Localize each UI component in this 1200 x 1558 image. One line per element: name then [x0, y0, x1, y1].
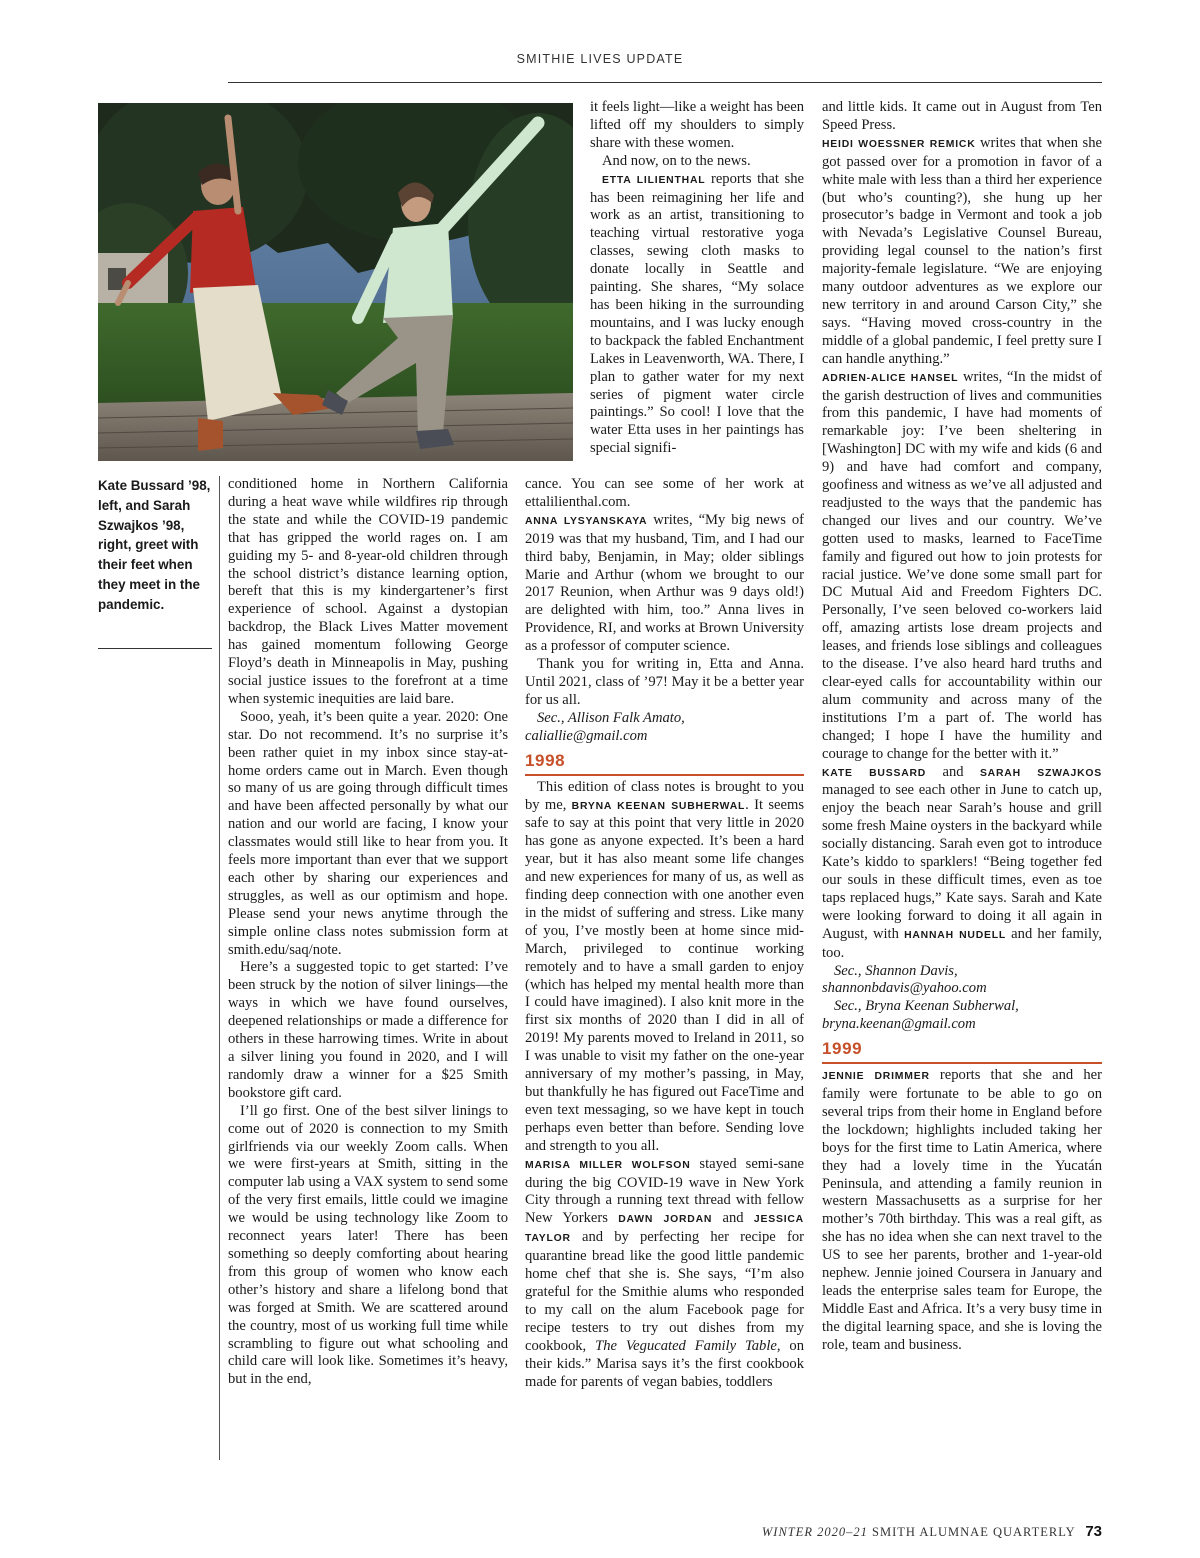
- note-text: writes that when she got passed over for a promotion in favor of a white male with less than a third her experience (but who’s counting?), she hung up her prosecutor’s badge in Vermont and took a job with Nevada’s Legislative Counsel Bureau, providing legal counsel to the nation’s first majority-female legislature. “We are enjoying many outdoor adventures as we explore our new territory in and around Carson City,” she says. “Having moved cross-country in the middle of a global pandemic, I feel pretty sure I can handle anything.”: [822, 134, 1102, 367]
- column-1: [228, 476, 508, 1389]
- classmate-name: ADRIEN-ALICE HANSEL: [822, 372, 959, 384]
- paragraph: [822, 135, 1102, 369]
- secretary-name: Sec., Bryna Keenan Subherwal,: [834, 998, 1019, 1015]
- running-header: SMITHIE LIVES UPDATE: [516, 52, 684, 66]
- paragraph: Thank you for writing in, Etta and Anna. Until 2021, class of ’97! May it be a better year for us all.: [525, 656, 804, 708]
- classmate-name: ETTA LILIENTHAL: [602, 174, 706, 186]
- paragraph: [525, 1156, 804, 1392]
- classmate-name: HEIDI WOESSNER REMICK: [822, 138, 976, 150]
- paragraph: and little kids. It came out in August from Ten Speed Press.: [822, 99, 1102, 133]
- secretary-name: Sec., Allison Falk Amato,: [537, 709, 685, 726]
- photo-image: [98, 103, 573, 461]
- paragraph: cance. You can see some of her work at ettalilienthal.com.: [525, 476, 804, 510]
- page-number: 73: [1085, 1523, 1102, 1540]
- classmate-name: JENNIE DRIMMER: [822, 1071, 930, 1083]
- note-text: . It seems safe to say at this point that very little in 2020 has gone as anyone expected. It’s been a hard year, but it has also meant some life changes and new experiences for many of us, as well as finding deep connection with one another even in the midst of suffering and stress. Like many of you, I’ve mostly been at home since mid-March, privileged to continue working remotely and to have a small garden to enjoy (which has helped my mental health more than I could have imagined). I also knit more in the first six months of 2020 than I did in all of 2019! My parents moved to Ireland in 2011, so I was unable to visit my father on the one-year anniversary of my mother’s passing, in May, but thankfully he has figured out FaceTime and even text messaging, so we have kept in touch perhaps even better than before. Sending love and strength to you all.: [525, 796, 804, 1154]
- secretary-name: Sec., Shannon Davis,: [834, 962, 958, 979]
- secretary-email: caliallie@gmail.com: [525, 727, 648, 744]
- classmate-name: MARISA MILLER WOLFSON: [525, 1159, 691, 1171]
- secretary-email: shannonbdavis@yahoo.com: [822, 980, 987, 997]
- note-text: writes, “In the midst of the garish destruction of lives and communities from this pandemic, I have had moments of remarkable joy: I’ve been sheltering in [Washington] DC with my wife and kids (6 and 9) and have had comfort and company, goofiness and witness as we’ve all adjusted and readjusted to the ways that the pandemic has changed our lives and our country. We’ve gotten used to masks, learned to FaceTime family and figured out how to join protests for racial justice. We’ve done some small part for DC Mutual Aid and Freedom Fighters DC. Personally, I’ve seen beloved co-workers laid off, amazing artists lose dream projects and leases, and friends lose siblings and colleagues to the disease. I’ve also heard hard truths and clear-eyed calls for accountability within our alum community and across many of the institutions I’m a part of. The world has changed; I hope I have the humility and courage to change for the better with it.”: [822, 368, 1102, 762]
- paragraph: [525, 512, 804, 656]
- header-rule: [228, 82, 1102, 83]
- note-text: and by perfecting her recipe for quarantine bread like the good little pandemic home chef that she is. She says, “I’m also grateful for the Smithie alums who responded to my call on the alum Facebook page for recipe testers to try out dishes from my cookbook,: [525, 1229, 804, 1354]
- classmate-name: SARAH SZWAJKOS: [979, 767, 1103, 779]
- photo-caption: Kate Bussard ’98, left, and Sarah Szwajkos ’98, right, greet with their feet when they meet in the pandemic.: [98, 478, 211, 612]
- note-text: managed to see each other in June to catch up, enjoy the beach near Sarah’s house and grill some fresh Maine oysters in the backyard while socially distancing. Sarah even got to introduce Kate’s kiddo to sparklers! “Being together fed our souls in these difficult times, even as toe taps replaced hugs,” Kate says. Sarah and Kate were looking forward to doing it all again in August, with: [822, 782, 1102, 942]
- note-text: reports that she has been reimagining her life and work as an artist, transitioning to teaching virtual restorative yoga classes, sewing cloth masks to donate locally in Seattle and painting. She shares, “My solace has been hiking in the surrounding mountains, and I was lucky enough to backpack the fabled Enchantment Lakes in Leavenworth, WA. There, I plan to gather water for my next series of pigment water circle paintings.” So cool! I love that the water Etta uses in her paintings has special signifi-: [590, 170, 804, 457]
- paragraph: [590, 171, 804, 459]
- classmate-name: ANNA LYSYANSKAYA: [525, 515, 648, 527]
- note-text: stayed semi-sane during the big COVID-19 wave in New York City through a running text thread with fellow New Yorkers: [525, 1155, 804, 1227]
- book-title: The Vegucated Family Table: [595, 1337, 777, 1354]
- note-text: and her family, too.: [822, 925, 1102, 961]
- class-year-heading: 1999: [822, 1039, 863, 1059]
- classmate-name: DAWN JORDAN: [618, 1214, 713, 1226]
- note-text: writes, “My big news of 2019 was that my husband, Tim, and I had our third baby, Benjamin, in May; older siblings Marie and Arthur (whom we brought to our 2017 Reunion, when Arthur was 9 days old!) are delighted with him, too.” Anna lives in Providence, RI, and works at Brown University as a professor of computer science.: [525, 511, 804, 655]
- caption-rule: [98, 648, 212, 649]
- note-text: and: [926, 763, 980, 780]
- column-2-upper: [590, 99, 804, 458]
- classmate-name: BRYNA KEENAN SUBHERWAL: [571, 800, 746, 812]
- secretary-email: bryna.keenan@gmail.com: [822, 1016, 976, 1033]
- column-2: [525, 476, 804, 1391]
- paragraph: Sooo, yeah, it’s been quite a year. 2020: One star. Do not recommend. It’s no surprise it’s been rather quiet in my inbox since stay-at-home orders came out in March. Even though so many of us are going through difficult times and have been affected personally by what our nation and our world are facing, I know your classmates would still like to hear from you. It feels more important than ever that we support each other by sharing our experiences and struggles, as well as our optimism and hope. Please send your news anytime through the simple online class notes submission form at smith.edu/saq/note.: [228, 708, 508, 958]
- paragraph: [822, 764, 1102, 963]
- paragraph: Here’s a suggested topic to get started: I’ve been struck by the notion of silver linings—the ways in which we have found ourselves, deepened relationships or made a difference for others in these harrowing times. Write in about a silver lining you found in 2020, and I will randomly draw a winner for a $25 Smith bookstore gift card.: [228, 959, 508, 1101]
- classmate-name: JESSICA TAYLOR: [525, 1214, 804, 1245]
- paragraph: I’ll go first. One of the best silver linings to come out of 2020 is connection to my Smith girlfriends via our weekly Zoom calls. When we were first-years at Smith, sitting in the computer lab using a VAX system to send some of the very first emails, little could we imagine we would be using technology like Zoom to reconnect years later! There has been something so deeply comforting about hearing from this group of women who know each other’s history and share a lifelong bond that was forged at Smith. We are scattered around the country, most of us working full time while scrambling to figure out what schooling and child care will look like. Sometimes it’s heavy, but in the end,: [228, 1102, 508, 1388]
- paragraph: it feels light—like a weight has been lifted off my shoulders to simply share with these women.: [590, 99, 804, 151]
- note-text: and: [712, 1210, 754, 1227]
- paragraph: [822, 369, 1102, 764]
- issue-date: WINTER 2020–21: [761, 1525, 868, 1539]
- column-rule: [219, 476, 220, 1460]
- classmate-name: KATE BUSSARD: [822, 767, 927, 779]
- note-text: This edition of class notes is brought to you by me,: [525, 778, 804, 813]
- classmate-name: HANNAH NUDELL: [904, 929, 1007, 941]
- page-footer: [762, 1523, 1102, 1540]
- note-text: , on their kids.” Marisa says it’s the first cookbook made for parents of vegan babies, toddlers: [525, 1337, 805, 1390]
- year-rule: [822, 1062, 1102, 1064]
- class-year-heading: 1998: [525, 750, 566, 770]
- year-rule: [525, 774, 804, 776]
- magazine-name: SMITH ALUMNAE QUARTERLY: [872, 1525, 1076, 1539]
- paragraph: conditioned home in Northern California during a heat wave while wildfires rip through the state and while the COVID-19 pandemic that has gripped the world rages on. I am guiding my 5- and 8-year-old children through the school district’s distance learning option, bereft that this is my kindergartener’s first experience of school. Against a dystopian backdrop, the Black Lives Matter movement has gained momentum following George Floyd’s death in Minneapolis in May, pushing social justice issues to the forefront at a time when systemic inequities are laid bare.: [228, 476, 508, 707]
- paragraph: [822, 1067, 1102, 1355]
- note-text: reports that she and her family were fortunate to be able to go on several trips from their home in England before the lockdown; highlights included taking her boys for the first time to Latin America, where they had a lovely time in the Yucatán Peninsula, and attending a family reunion in western Massachusetts as a surprise for her mother’s 70th birthday. This was a real gift, as she has no idea when she can next travel to the US to see her parents, brother and 1-year-old nephew. Jennie joined Coursera in January and leads the enterprise sales team for Europe, the Middle East and Africa. It’s a very busy time in the digital learning space, and she is loving the role, team and business.: [822, 1067, 1102, 1353]
- paragraph: [525, 779, 804, 1156]
- paragraph: And now, on to the news.: [602, 152, 751, 169]
- photo: [98, 103, 573, 461]
- column-3: [822, 99, 1102, 1355]
